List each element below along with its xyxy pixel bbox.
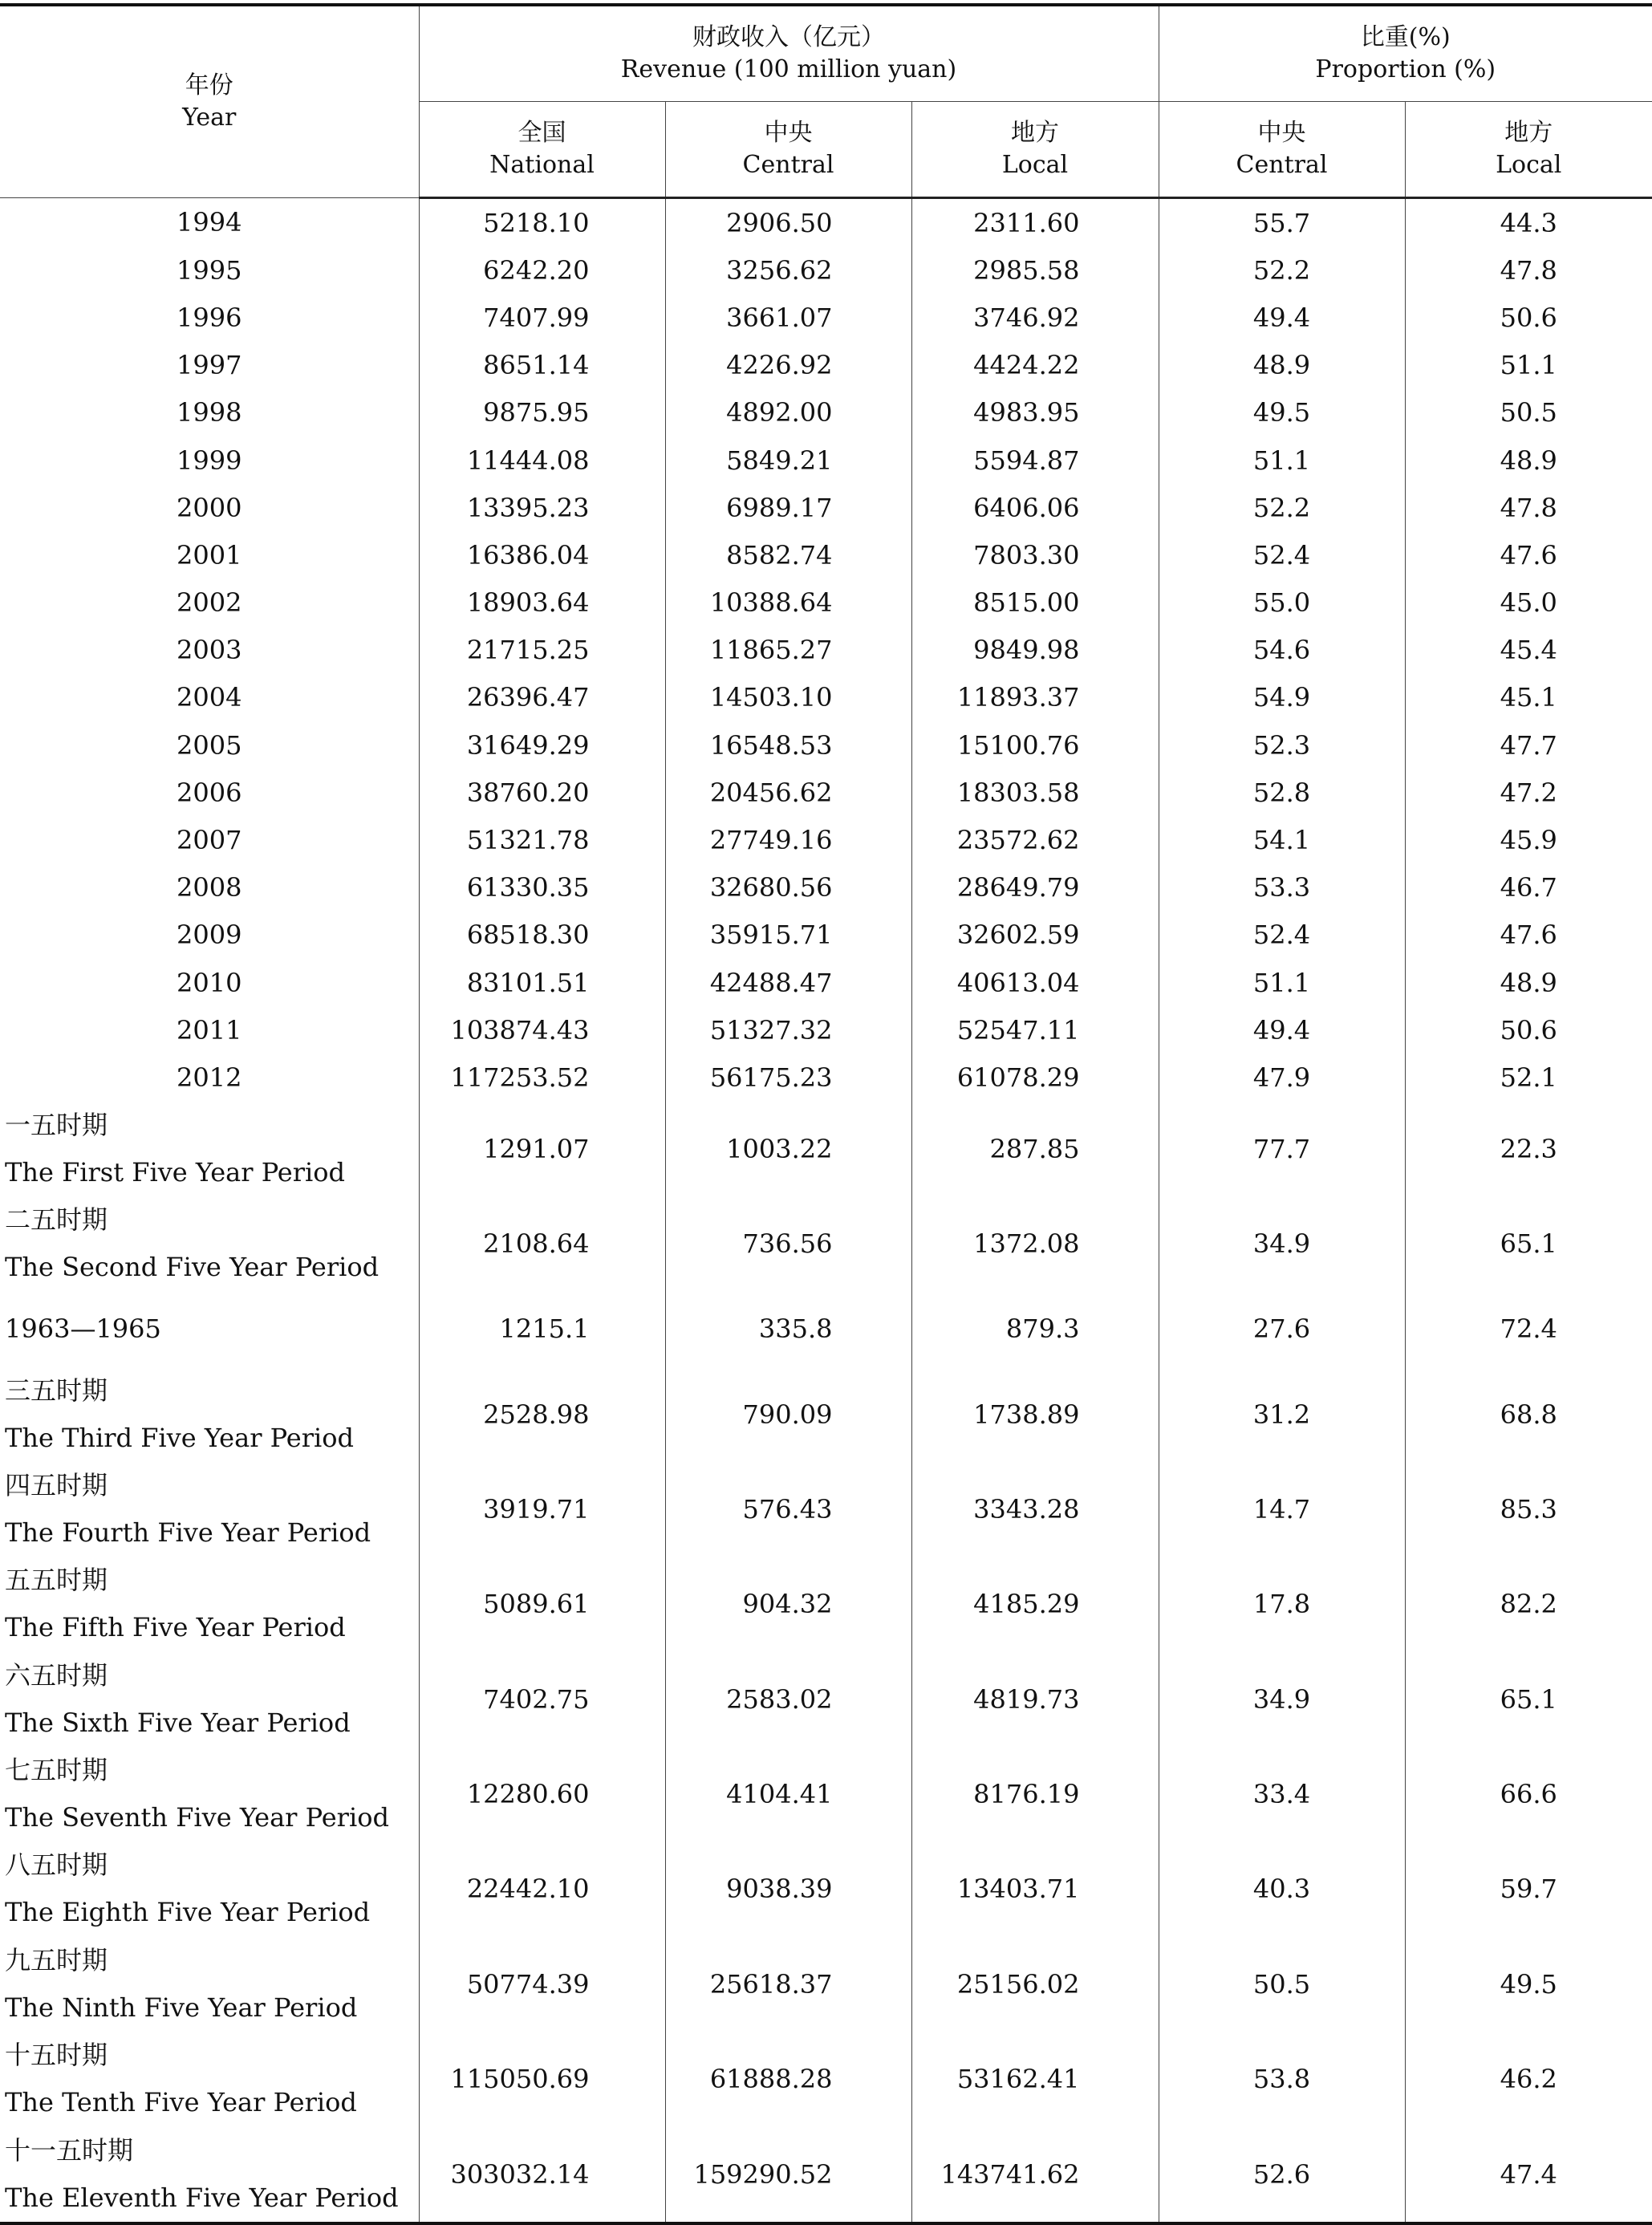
national-cell: 31649.29 (419, 721, 665, 769)
proportion-central-cell: 55.7 (1159, 198, 1405, 247)
year-cell: 2011 (177, 1014, 242, 1046)
national-cell: 7407.99 (419, 294, 665, 341)
proportion-local-cell: 65.1 (1405, 1652, 1652, 1747)
national-cell: 7402.75 (419, 1652, 665, 1747)
central-cell: 11865.27 (665, 627, 911, 674)
table-row (0, 484, 1652, 531)
central-cell: 159290.52 (665, 2126, 911, 2223)
proportion-local-cell: 66.6 (1405, 1747, 1652, 1841)
central-cell: 61888.28 (665, 2032, 911, 2126)
national-cell: 8651.14 (419, 342, 665, 389)
national-cell: 61330.35 (419, 864, 665, 912)
local-cell: 143741.62 (911, 2126, 1159, 2223)
period-label-en: The Fifth Five Year Period (5, 1612, 346, 1643)
period-label-en: The First Five Year Period (5, 1156, 346, 1188)
proportion-local-cell: 47.8 (1405, 246, 1652, 294)
revenue-header-en: Revenue (100 million yuan) (620, 55, 957, 83)
local-cell: 32602.59 (911, 912, 1159, 959)
table-row (0, 1196, 1652, 1291)
proportion-local-cell: 65.1 (1405, 1196, 1652, 1291)
period-label-cell (0, 2126, 419, 2223)
year-cell: 1996 (177, 302, 242, 333)
year-cell: 2006 (177, 777, 242, 808)
proportion-local-cell: 50.6 (1405, 1006, 1652, 1054)
local-cell: 5594.87 (911, 436, 1159, 484)
period-label-cell (0, 1937, 419, 2032)
revenue-table (0, 3, 1652, 2225)
national-cell: 12280.60 (419, 1747, 665, 1841)
central-cell: 2906.50 (665, 198, 911, 247)
period-label-en: The Eighth Five Year Period (5, 1897, 371, 1928)
year-header (0, 5, 419, 198)
central-cell: 35915.71 (665, 912, 911, 959)
period-label-cn: 三五时期 (5, 1374, 108, 1406)
central-cell: 736.56 (665, 1196, 911, 1291)
central-cell: 51327.32 (665, 1006, 911, 1054)
year-cell: 2007 (177, 825, 242, 856)
national-cell: 16386.04 (419, 531, 665, 579)
table-row (0, 1937, 1652, 2032)
proportion-central-cell: 51.1 (1159, 436, 1405, 484)
period-label-cn: 一五时期 (5, 1109, 108, 1140)
national-cell: 2528.98 (419, 1366, 665, 1461)
proportion-central-header (1159, 102, 1405, 198)
proportion-local-cell: 59.7 (1405, 1841, 1652, 1936)
proportion-central-cell: 49.4 (1159, 294, 1405, 341)
national-cell: 68518.30 (419, 912, 665, 959)
period-label-cell (0, 1841, 419, 1936)
national-cell: 11444.08 (419, 436, 665, 484)
year-cell: 2003 (177, 635, 242, 666)
local-cell: 13403.71 (911, 1841, 1159, 1936)
proportion-local-cell: 45.4 (1405, 627, 1652, 674)
proportion-central-cell: 52.2 (1159, 484, 1405, 531)
central-cell: 2583.02 (665, 1652, 911, 1747)
table-row (0, 342, 1652, 389)
period-label-cell (0, 1196, 419, 1291)
period-label-cn: 十一五时期 (5, 2134, 134, 2166)
central-header (665, 102, 911, 198)
proportion-local-cell: 22.3 (1405, 1102, 1652, 1196)
proportion-central-cell: 48.9 (1159, 342, 1405, 389)
proportion-local-cell: 47.2 (1405, 769, 1652, 816)
national-cell: 38760.20 (419, 769, 665, 816)
year-cell: 2002 (177, 587, 242, 619)
local-header (911, 102, 1159, 198)
table-row (0, 198, 1652, 247)
proportion-local-cell: 46.2 (1405, 2032, 1652, 2126)
table-row (0, 627, 1652, 674)
local-cell: 8176.19 (911, 1747, 1159, 1841)
local-cell: 1372.08 (911, 1196, 1159, 1291)
central-cell: 20456.62 (665, 769, 911, 816)
table-row (0, 816, 1652, 863)
period-label-cn: 八五时期 (5, 1849, 108, 1881)
proportion-central-cell: 52.2 (1159, 246, 1405, 294)
central-cell: 4226.92 (665, 342, 911, 389)
period-label-en: The Eleventh Five Year Period (5, 2182, 399, 2213)
central-cell: 42488.47 (665, 959, 911, 1006)
local-cell: 287.85 (911, 1102, 1159, 1196)
central-cell: 335.8 (665, 1291, 911, 1366)
local-cell: 53162.41 (911, 2032, 1159, 2126)
local-cell: 61078.29 (911, 1054, 1159, 1101)
table-row (0, 912, 1652, 959)
year-cell: 1999 (177, 445, 242, 476)
proportion-local-header (1405, 102, 1652, 198)
proportion-header-en: Proportion (%) (1315, 55, 1496, 83)
year-cell: 2005 (177, 729, 242, 761)
proportion-local-cell: 68.8 (1405, 1366, 1652, 1461)
local-cell: 3746.92 (911, 294, 1159, 341)
proportion-central-cell: 33.4 (1159, 1747, 1405, 1841)
table-row (0, 1102, 1652, 1196)
proportion-local-cell: 47.6 (1405, 912, 1652, 959)
proportion-central-cell: 54.9 (1159, 674, 1405, 721)
period-label-cn: 十五时期 (5, 2040, 108, 2071)
national-cell: 117253.52 (419, 1054, 665, 1101)
proportion-central-cell: 54.1 (1159, 816, 1405, 863)
national-cell: 103874.43 (419, 1006, 665, 1054)
period-label-cell (0, 1652, 419, 1747)
proportion-local-cell: 52.1 (1405, 1054, 1652, 1101)
year-cell: 1998 (177, 397, 242, 428)
proportion-central-cell: 47.9 (1159, 1054, 1405, 1101)
table-row (0, 959, 1652, 1006)
local-header-cn: 地方 (1011, 119, 1059, 147)
year-cell: 2009 (177, 920, 242, 951)
central-cell: 9038.39 (665, 1841, 911, 1936)
period-label-en: The Ninth Five Year Period (5, 1992, 358, 2023)
table-row (0, 1841, 1652, 1936)
year-cell: 1995 (177, 254, 242, 286)
proportion-local-cell: 48.9 (1405, 436, 1652, 484)
table-row (0, 579, 1652, 627)
central-header-en: Central (742, 151, 834, 179)
proportion-local-cell: 47.6 (1405, 531, 1652, 579)
table-row (0, 674, 1652, 721)
year-cell: 1994 (177, 207, 242, 238)
period-label-en: The Second Five Year Period (5, 1252, 380, 1283)
local-cell: 52547.11 (911, 1006, 1159, 1054)
national-cell: 26396.47 (419, 674, 665, 721)
proportion-central-cell: 34.9 (1159, 1196, 1405, 1291)
national-cell: 1291.07 (419, 1102, 665, 1196)
local-cell: 4819.73 (911, 1652, 1159, 1747)
proportion-header-cn: 比重(%) (1360, 23, 1451, 51)
table-row (0, 1006, 1652, 1054)
year-cell: 2010 (177, 967, 242, 998)
revenue-header (419, 5, 1159, 102)
period-label-en: The Tenth Five Year Period (5, 2087, 357, 2118)
period-label-cn: 1963—1965 (5, 1313, 161, 1344)
local-cell: 4983.95 (911, 389, 1159, 436)
year-cell: 2008 (177, 872, 242, 903)
year-header-cn: 年份 (185, 71, 233, 99)
local-cell: 1738.89 (911, 1366, 1159, 1461)
local-cell: 28649.79 (911, 864, 1159, 912)
period-label-cell (0, 1747, 419, 1841)
central-cell: 16548.53 (665, 721, 911, 769)
period-label-cn: 七五时期 (5, 1755, 108, 1786)
national-header-en: National (489, 151, 595, 179)
national-cell: 18903.64 (419, 579, 665, 627)
central-cell: 56175.23 (665, 1054, 911, 1101)
table-row (0, 1291, 1652, 1366)
proportion-central-cell: 52.4 (1159, 912, 1405, 959)
local-cell: 2311.60 (911, 198, 1159, 247)
period-label-cell (0, 2032, 419, 2126)
proportion-central-cell: 27.6 (1159, 1291, 1405, 1366)
proportion-local-cell: 72.4 (1405, 1291, 1652, 1366)
proportion-central-header-en: Central (1236, 151, 1328, 179)
proportion-central-cell: 53.8 (1159, 2032, 1405, 2126)
proportion-local-cell: 45.9 (1405, 816, 1652, 863)
period-label-en: The Third Five Year Period (5, 1422, 354, 1453)
central-cell: 4892.00 (665, 389, 911, 436)
local-header-en: Local (1001, 151, 1069, 179)
table-row (0, 864, 1652, 912)
central-cell: 14503.10 (665, 674, 911, 721)
period-label-en: The Sixth Five Year Period (5, 1707, 351, 1738)
proportion-local-cell: 85.3 (1405, 1462, 1652, 1557)
table-body (0, 198, 1652, 2223)
central-cell: 6989.17 (665, 484, 911, 531)
proportion-local-cell: 51.1 (1405, 342, 1652, 389)
proportion-central-cell: 17.8 (1159, 1557, 1405, 1651)
central-cell: 25618.37 (665, 1937, 911, 2032)
table-row (0, 2126, 1652, 2223)
period-label-cell (0, 1291, 419, 1366)
local-cell: 4185.29 (911, 1557, 1159, 1651)
central-cell: 27749.16 (665, 816, 911, 863)
central-header-cn: 中央 (764, 119, 813, 147)
national-header-cn: 全国 (518, 119, 566, 147)
local-cell: 9849.98 (911, 627, 1159, 674)
proportion-central-cell: 52.3 (1159, 721, 1405, 769)
national-cell: 115050.69 (419, 2032, 665, 2126)
central-cell: 4104.41 (665, 1747, 911, 1841)
table-row (0, 294, 1652, 341)
table-row (0, 2032, 1652, 2126)
period-label-cell (0, 1102, 419, 1196)
proportion-central-cell: 34.9 (1159, 1652, 1405, 1747)
central-cell: 904.32 (665, 1557, 911, 1651)
local-cell: 3343.28 (911, 1462, 1159, 1557)
period-label-cell (0, 1366, 419, 1461)
national-cell: 303032.14 (419, 2126, 665, 2223)
local-cell: 6406.06 (911, 484, 1159, 531)
proportion-central-cell: 55.0 (1159, 579, 1405, 627)
local-cell: 25156.02 (911, 1937, 1159, 2032)
central-cell: 3256.62 (665, 246, 911, 294)
proportion-central-cell: 52.6 (1159, 2126, 1405, 2223)
central-cell: 5849.21 (665, 436, 911, 484)
national-cell: 6242.20 (419, 246, 665, 294)
table-row (0, 721, 1652, 769)
national-cell: 13395.23 (419, 484, 665, 531)
table-row (0, 436, 1652, 484)
proportion-local-cell: 48.9 (1405, 959, 1652, 1006)
table-row (0, 531, 1652, 579)
proportion-central-header-cn: 中央 (1257, 119, 1306, 147)
local-cell: 4424.22 (911, 342, 1159, 389)
period-label-cn: 四五时期 (5, 1469, 108, 1500)
proportion-central-cell: 51.1 (1159, 959, 1405, 1006)
proportion-local-cell: 50.5 (1405, 389, 1652, 436)
proportion-local-cell: 47.7 (1405, 721, 1652, 769)
central-cell: 10388.64 (665, 579, 911, 627)
national-cell: 1215.1 (419, 1291, 665, 1366)
local-cell: 2985.58 (911, 246, 1159, 294)
table-row (0, 1652, 1652, 1747)
national-cell: 21715.25 (419, 627, 665, 674)
revenue-header-cn: 财政收入（亿元） (692, 23, 885, 51)
proportion-local-header-en: Local (1496, 151, 1562, 179)
local-cell: 8515.00 (911, 579, 1159, 627)
year-header-en: Year (182, 104, 237, 132)
proportion-header (1159, 5, 1652, 102)
period-label-en: The Seventh Five Year Period (5, 1802, 389, 1833)
national-cell: 3919.71 (419, 1462, 665, 1557)
proportion-local-cell: 45.0 (1405, 579, 1652, 627)
table-row (0, 1747, 1652, 1841)
proportion-central-cell: 49.4 (1159, 1006, 1405, 1054)
year-cell: 2000 (177, 492, 242, 523)
national-cell: 5218.10 (419, 198, 665, 247)
period-label-en: The Fourth Five Year Period (5, 1516, 371, 1548)
year-cell: 2012 (177, 1062, 242, 1093)
central-cell: 8582.74 (665, 531, 911, 579)
table-row (0, 246, 1652, 294)
year-cell: 2001 (177, 539, 242, 570)
national-cell: 22442.10 (419, 1841, 665, 1936)
national-cell: 5089.61 (419, 1557, 665, 1651)
period-label-cn: 五五时期 (5, 1565, 108, 1596)
proportion-central-cell: 53.3 (1159, 864, 1405, 912)
table-header (0, 5, 1652, 198)
proportion-central-cell: 49.5 (1159, 389, 1405, 436)
proportion-local-cell: 82.2 (1405, 1557, 1652, 1651)
local-cell: 11893.37 (911, 674, 1159, 721)
proportion-local-cell: 45.1 (1405, 674, 1652, 721)
proportion-central-cell: 52.8 (1159, 769, 1405, 816)
central-cell: 790.09 (665, 1366, 911, 1461)
proportion-local-header-cn: 地方 (1504, 119, 1553, 147)
proportion-local-cell: 46.7 (1405, 864, 1652, 912)
local-cell: 15100.76 (911, 721, 1159, 769)
proportion-central-cell: 31.2 (1159, 1366, 1405, 1461)
central-cell: 32680.56 (665, 864, 911, 912)
national-cell: 51321.78 (419, 816, 665, 863)
proportion-central-cell: 52.4 (1159, 531, 1405, 579)
period-label-cn: 九五时期 (5, 1944, 108, 1975)
proportion-central-cell: 14.7 (1159, 1462, 1405, 1557)
proportion-central-cell: 40.3 (1159, 1841, 1405, 1936)
local-cell: 18303.58 (911, 769, 1159, 816)
proportion-central-cell: 50.5 (1159, 1937, 1405, 2032)
local-cell: 40613.04 (911, 959, 1159, 1006)
central-cell: 3661.07 (665, 294, 911, 341)
local-cell: 7803.30 (911, 531, 1159, 579)
table-row (0, 1054, 1652, 1101)
proportion-local-cell: 44.3 (1405, 198, 1652, 247)
proportion-local-cell: 49.5 (1405, 1937, 1652, 2032)
proportion-central-cell: 54.6 (1159, 627, 1405, 674)
year-cell: 2004 (177, 682, 242, 713)
proportion-local-cell: 47.4 (1405, 2126, 1652, 2223)
national-cell: 50774.39 (419, 1937, 665, 2032)
period-label-cn: 六五时期 (5, 1659, 108, 1691)
proportion-central-cell: 77.7 (1159, 1102, 1405, 1196)
national-cell: 9875.95 (419, 389, 665, 436)
period-label-cell (0, 1557, 419, 1651)
national-cell: 2108.64 (419, 1196, 665, 1291)
proportion-local-cell: 50.6 (1405, 294, 1652, 341)
proportion-local-cell: 47.8 (1405, 484, 1652, 531)
table-row (0, 1366, 1652, 1461)
national-header (419, 102, 665, 198)
table-row (0, 389, 1652, 436)
period-label-cell (0, 1462, 419, 1557)
central-cell: 1003.22 (665, 1102, 911, 1196)
table-row (0, 1557, 1652, 1651)
central-cell: 576.43 (665, 1462, 911, 1557)
year-cell: 1997 (177, 350, 242, 381)
national-cell: 83101.51 (419, 959, 665, 1006)
table-row (0, 1462, 1652, 1557)
period-label-cn: 二五时期 (5, 1204, 108, 1236)
local-cell: 879.3 (911, 1291, 1159, 1366)
table-row (0, 769, 1652, 816)
local-cell: 23572.62 (911, 816, 1159, 863)
